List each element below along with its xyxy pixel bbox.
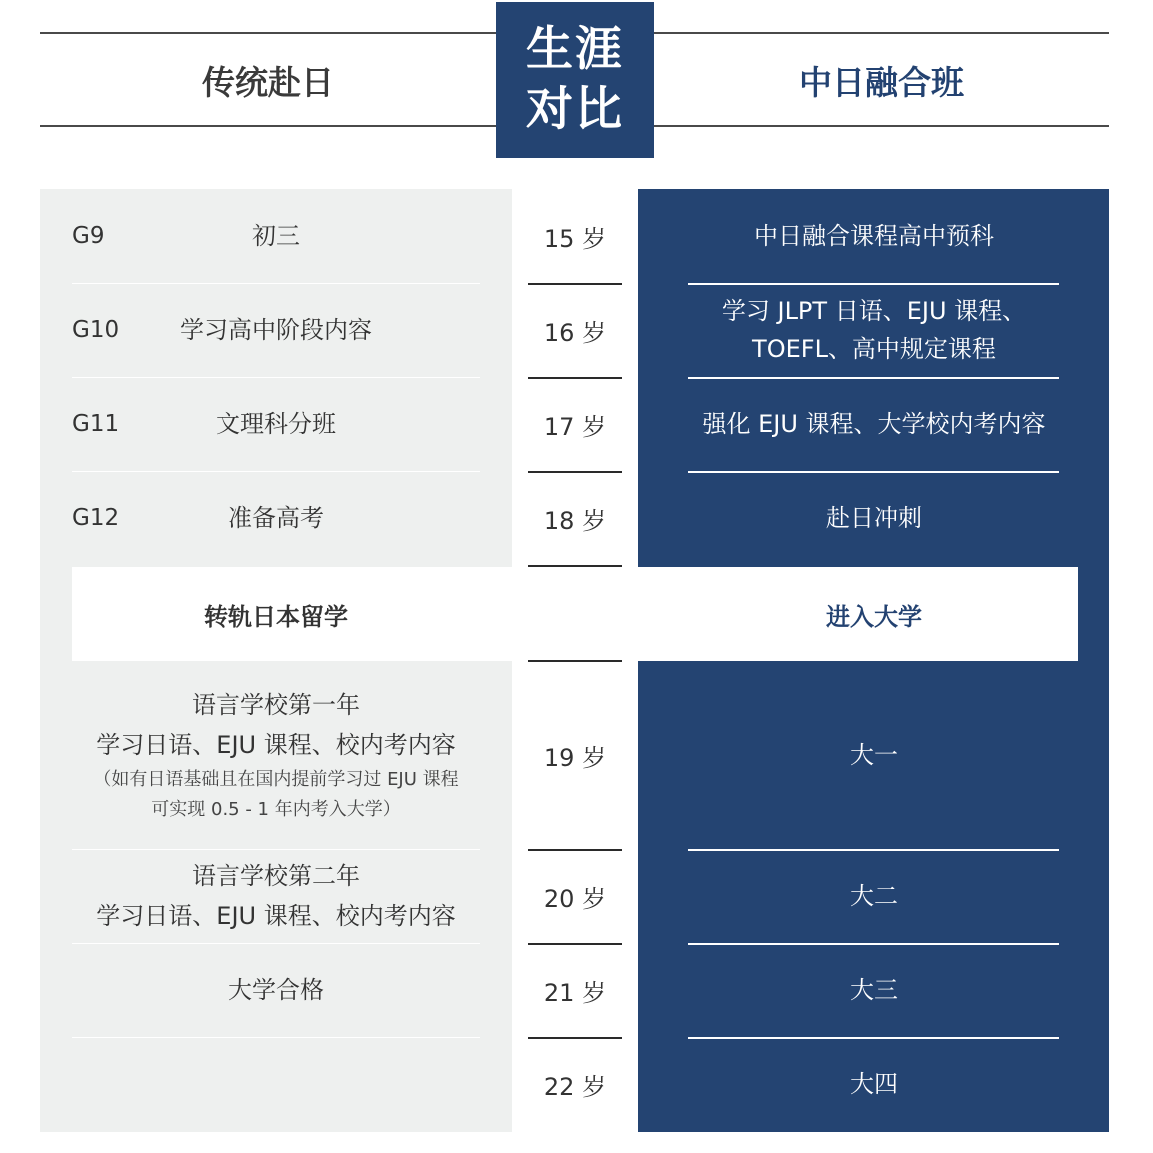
traditional-stage: 学习高中阶段内容 [180, 316, 372, 344]
fusion-stage [660, 943, 1088, 1037]
fusion-stage-line: 中日融合课程高中预科 [754, 222, 994, 250]
stage-line: 语言学校第一年 [192, 691, 360, 719]
comparison-badge-line2: 对比 [526, 82, 624, 137]
fusion-stage-line: 学习 JLPT 日语、EJU 课程、 [721, 297, 1027, 325]
fusion-stage [660, 849, 1088, 943]
stage-note: （如有日语基础且在国内提前学习过 EJU 课程 [93, 769, 459, 790]
fusion-stage [660, 471, 1088, 565]
fusion-stage [660, 189, 1088, 283]
grade-label: G11 [72, 411, 120, 437]
language-school-year2 [72, 849, 480, 943]
transfer-to-japan-label: 转轨日本留学 [204, 602, 348, 631]
fusion-stage-line: 大四 [850, 1070, 898, 1098]
traditional-stage: 准备高考 [228, 504, 324, 532]
age-label: 15 岁 [543, 224, 607, 253]
stage-note: 可实现 0.5 - 1 年内考入大学） [151, 799, 401, 820]
fusion-stage-line: 赴日冲刺 [826, 504, 922, 532]
fusion-stage-line: TOEFL、高中规定课程 [752, 335, 996, 363]
traditional-stage: 初三 [252, 222, 300, 250]
age-label: 17 岁 [543, 412, 607, 441]
fusion-stage [660, 661, 1088, 849]
age-label: 21 岁 [543, 978, 607, 1007]
fusion-stage [660, 377, 1088, 471]
age-label: 20 岁 [543, 884, 607, 913]
stage-line: 学习日语、EJU 课程、校内考内容 [96, 731, 456, 759]
stage-line: 学习日语、EJU 课程、校内考内容 [96, 902, 456, 930]
age-divider [528, 565, 622, 567]
fusion-stage [660, 1037, 1088, 1131]
age-label: 18 岁 [543, 506, 607, 535]
enter-university-label: 进入大学 [826, 602, 922, 631]
university-pass: 大学合格 [228, 976, 324, 1004]
fusion-stage-line: 大三 [850, 976, 898, 1004]
fusion-class-title: 中日融合班 [799, 62, 964, 102]
age-label: 22 岁 [543, 1072, 607, 1101]
fusion-stage-line: 强化 EJU 课程、大学校内考内容 [702, 410, 1046, 438]
left-divider [72, 1037, 480, 1038]
grade-label: G10 [72, 317, 120, 343]
fusion-stage [660, 283, 1088, 377]
comparison-badge-line1: 生涯 [526, 22, 624, 77]
grade-label: G9 [72, 223, 105, 249]
age-label: 19 岁 [543, 743, 607, 772]
grade-label: G12 [72, 505, 120, 531]
traditional-title: 传统赴日 [202, 62, 334, 102]
stage-line: 语言学校第二年 [192, 862, 360, 890]
comparison-badge [496, 2, 654, 158]
age-label: 16 岁 [543, 318, 607, 347]
fusion-stage-line: 大一 [850, 741, 898, 769]
traditional-stage: 文理科分班 [216, 410, 336, 438]
fusion-stage-line: 大二 [850, 882, 898, 910]
language-school-year1 [72, 680, 480, 830]
